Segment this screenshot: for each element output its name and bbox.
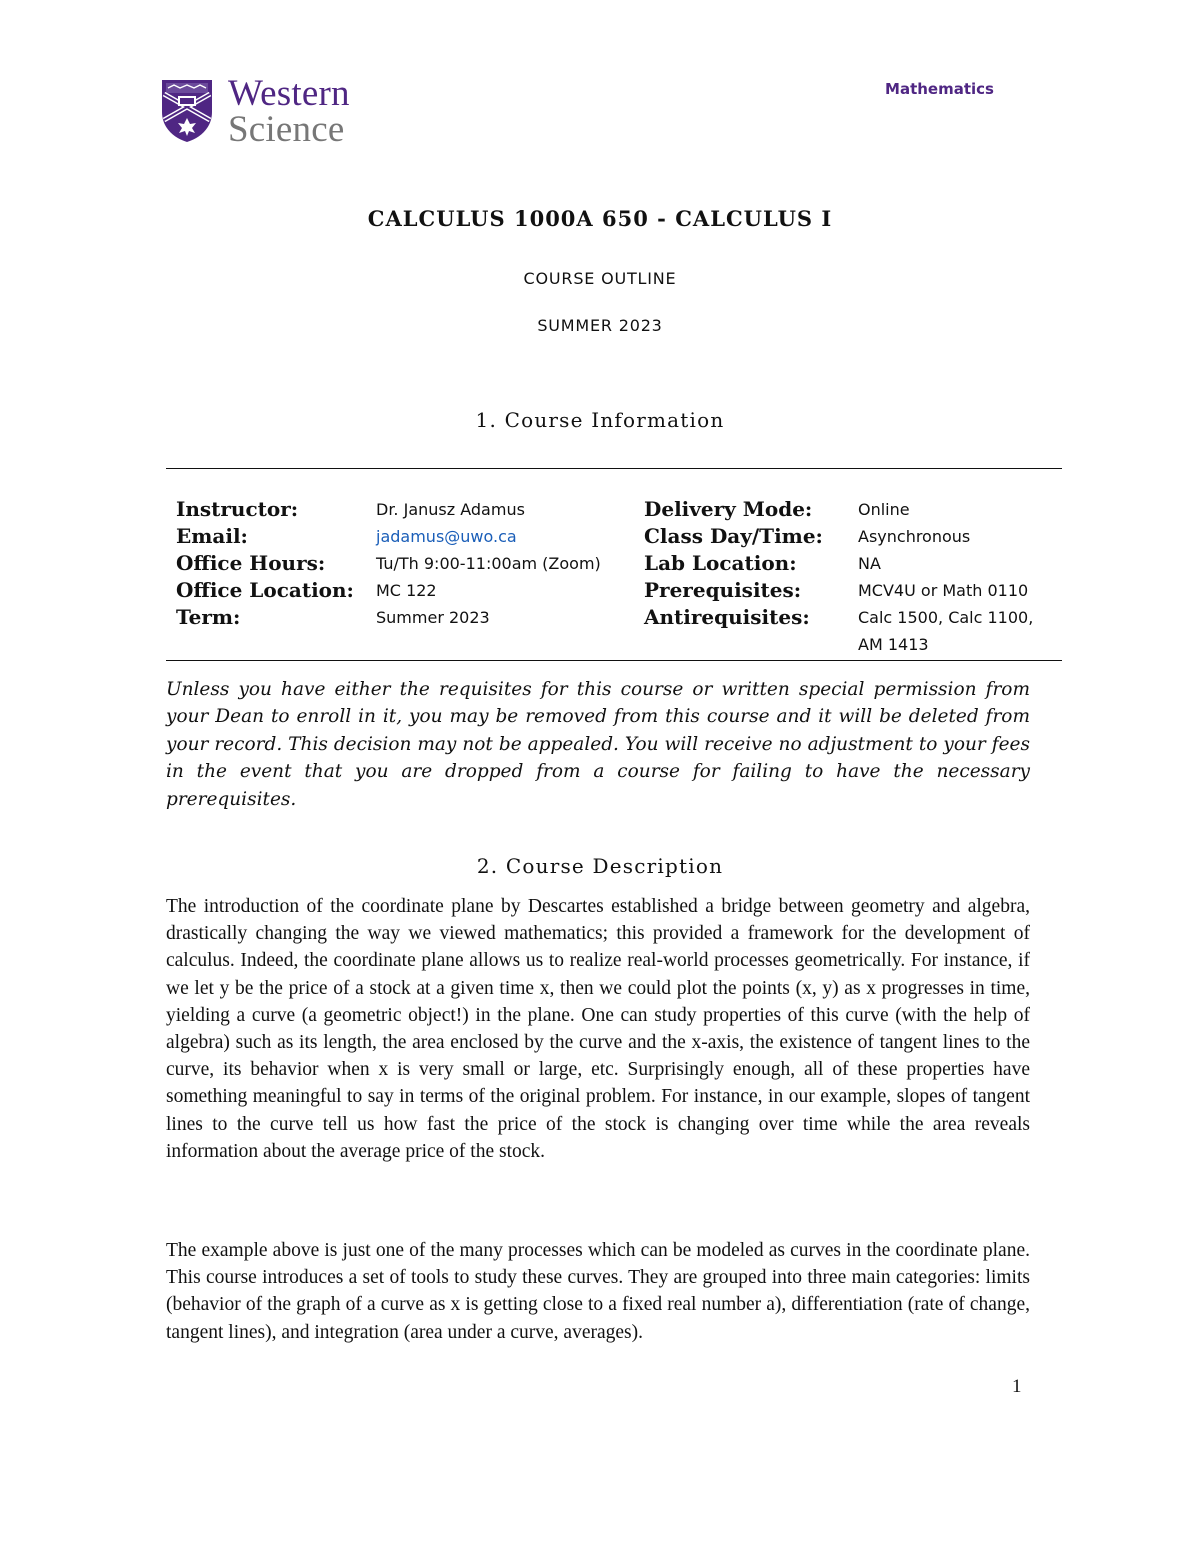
email-link[interactable]: jadamus@uwo.ca	[376, 527, 517, 546]
table-top-rule	[166, 468, 1062, 469]
prerequisites-label: Prerequisites:	[644, 578, 802, 602]
info-row	[176, 523, 1062, 550]
lab-location-label: Lab Location:	[644, 551, 797, 575]
office-hours-value: Tu/Th 9:00-11:00am (Zoom)	[376, 554, 601, 573]
course-info-table	[176, 496, 1062, 656]
section-heading-course-description: 2. Course Description	[476, 854, 724, 878]
delivery-mode-value: Online	[858, 500, 910, 519]
course-outline-subtitle: COURSE OUTLINE	[523, 269, 677, 288]
antirequisites-value: Calc 1500, Calc 1100, AM 1413	[858, 608, 1034, 654]
info-row	[176, 550, 1062, 577]
department-label: Mathematics	[885, 80, 994, 98]
info-row	[176, 604, 1062, 656]
description-paragraph: The introduction of the coordinate plane by Descartes established a bridge between geometry and algebra, drastically changing the way we viewed mathematics; this provided a framework for the development of calculus. Indeed, the coordinate plane allows us to realize real-world processes geometrically. For instance, if we let y be the price of a stock at a given time x, then we could plot the points (x, y) as x progresses in time, yielding a curve (a geometric object!) in the plane. One can study properties of this curve (with the help of algebra) such as its length, the area enclosed by the curve and the x-axis, the existence of tangent lines to the curve, its behavior when x is very small or large, etc. Surprisingly enough, all of these properties have something meaningful to say in terms of the original problem. For instance, in our example, slopes of tangent lines to the curve tell us how fast the price of the stock is changing over time while the area reveals information about the average price of the stock.	[166, 896, 1030, 1162]
info-row	[176, 496, 1062, 523]
instructor-value: Dr. Janusz Adamus	[376, 500, 525, 519]
lab-location-value: NA	[858, 554, 881, 573]
requisites-note: Unless you have either the requisites for this course or written special permission from your Dean to enroll in it, you may be removed from this course and it will be deleted from your record. This decision may not be appealed. You will receive no adjustment to your fees in the event that you are dropped from a course for failing to have the necessary prerequisites.	[166, 679, 1030, 810]
instructor-label: Instructor:	[176, 497, 299, 521]
logo-word-western: Western	[228, 73, 350, 114]
prerequisites-value: MCV4U or Math 0110	[858, 581, 1029, 600]
delivery-mode-label: Delivery Mode:	[644, 497, 813, 521]
logo-wordmark	[228, 73, 350, 150]
term-value: Summer 2023	[376, 608, 490, 627]
logo-word-science: Science	[228, 109, 345, 150]
office-location-label: Office Location:	[176, 578, 354, 602]
western-shield-icon	[160, 78, 214, 144]
office-location-value: MC 122	[376, 581, 437, 600]
class-time-value: Asynchronous	[858, 527, 971, 546]
office-hours-label: Office Hours:	[176, 551, 326, 575]
term-subtitle: SUMMER 2023	[537, 316, 663, 335]
page-number: 1	[1012, 1376, 1022, 1397]
term-label: Term:	[176, 605, 241, 629]
section-heading-course-information: 1. Course Information	[475, 408, 725, 432]
info-row	[176, 577, 1062, 604]
page-header	[160, 73, 1040, 150]
description-paragraph: The example above is just one of the many processes which can be modeled as curves in the coordinate plane. This course introduces a set of tools to study these curves. They are grouped into three main categories: limits (behavior of the graph of a curve as x is getting close to a fixed real number a), differentiation (rate of change, tangent lines), and integration (area under a curve, averages).	[166, 1240, 1030, 1343]
table-bottom-rule	[166, 660, 1062, 661]
western-science-logo	[160, 73, 350, 150]
course-title: CALCULUS 1000A 650 - CALCULUS I	[367, 206, 833, 231]
antirequisites-label: Antirequisites:	[644, 605, 810, 629]
email-label: Email:	[176, 524, 248, 548]
class-time-label: Class Day/Time:	[644, 524, 823, 548]
